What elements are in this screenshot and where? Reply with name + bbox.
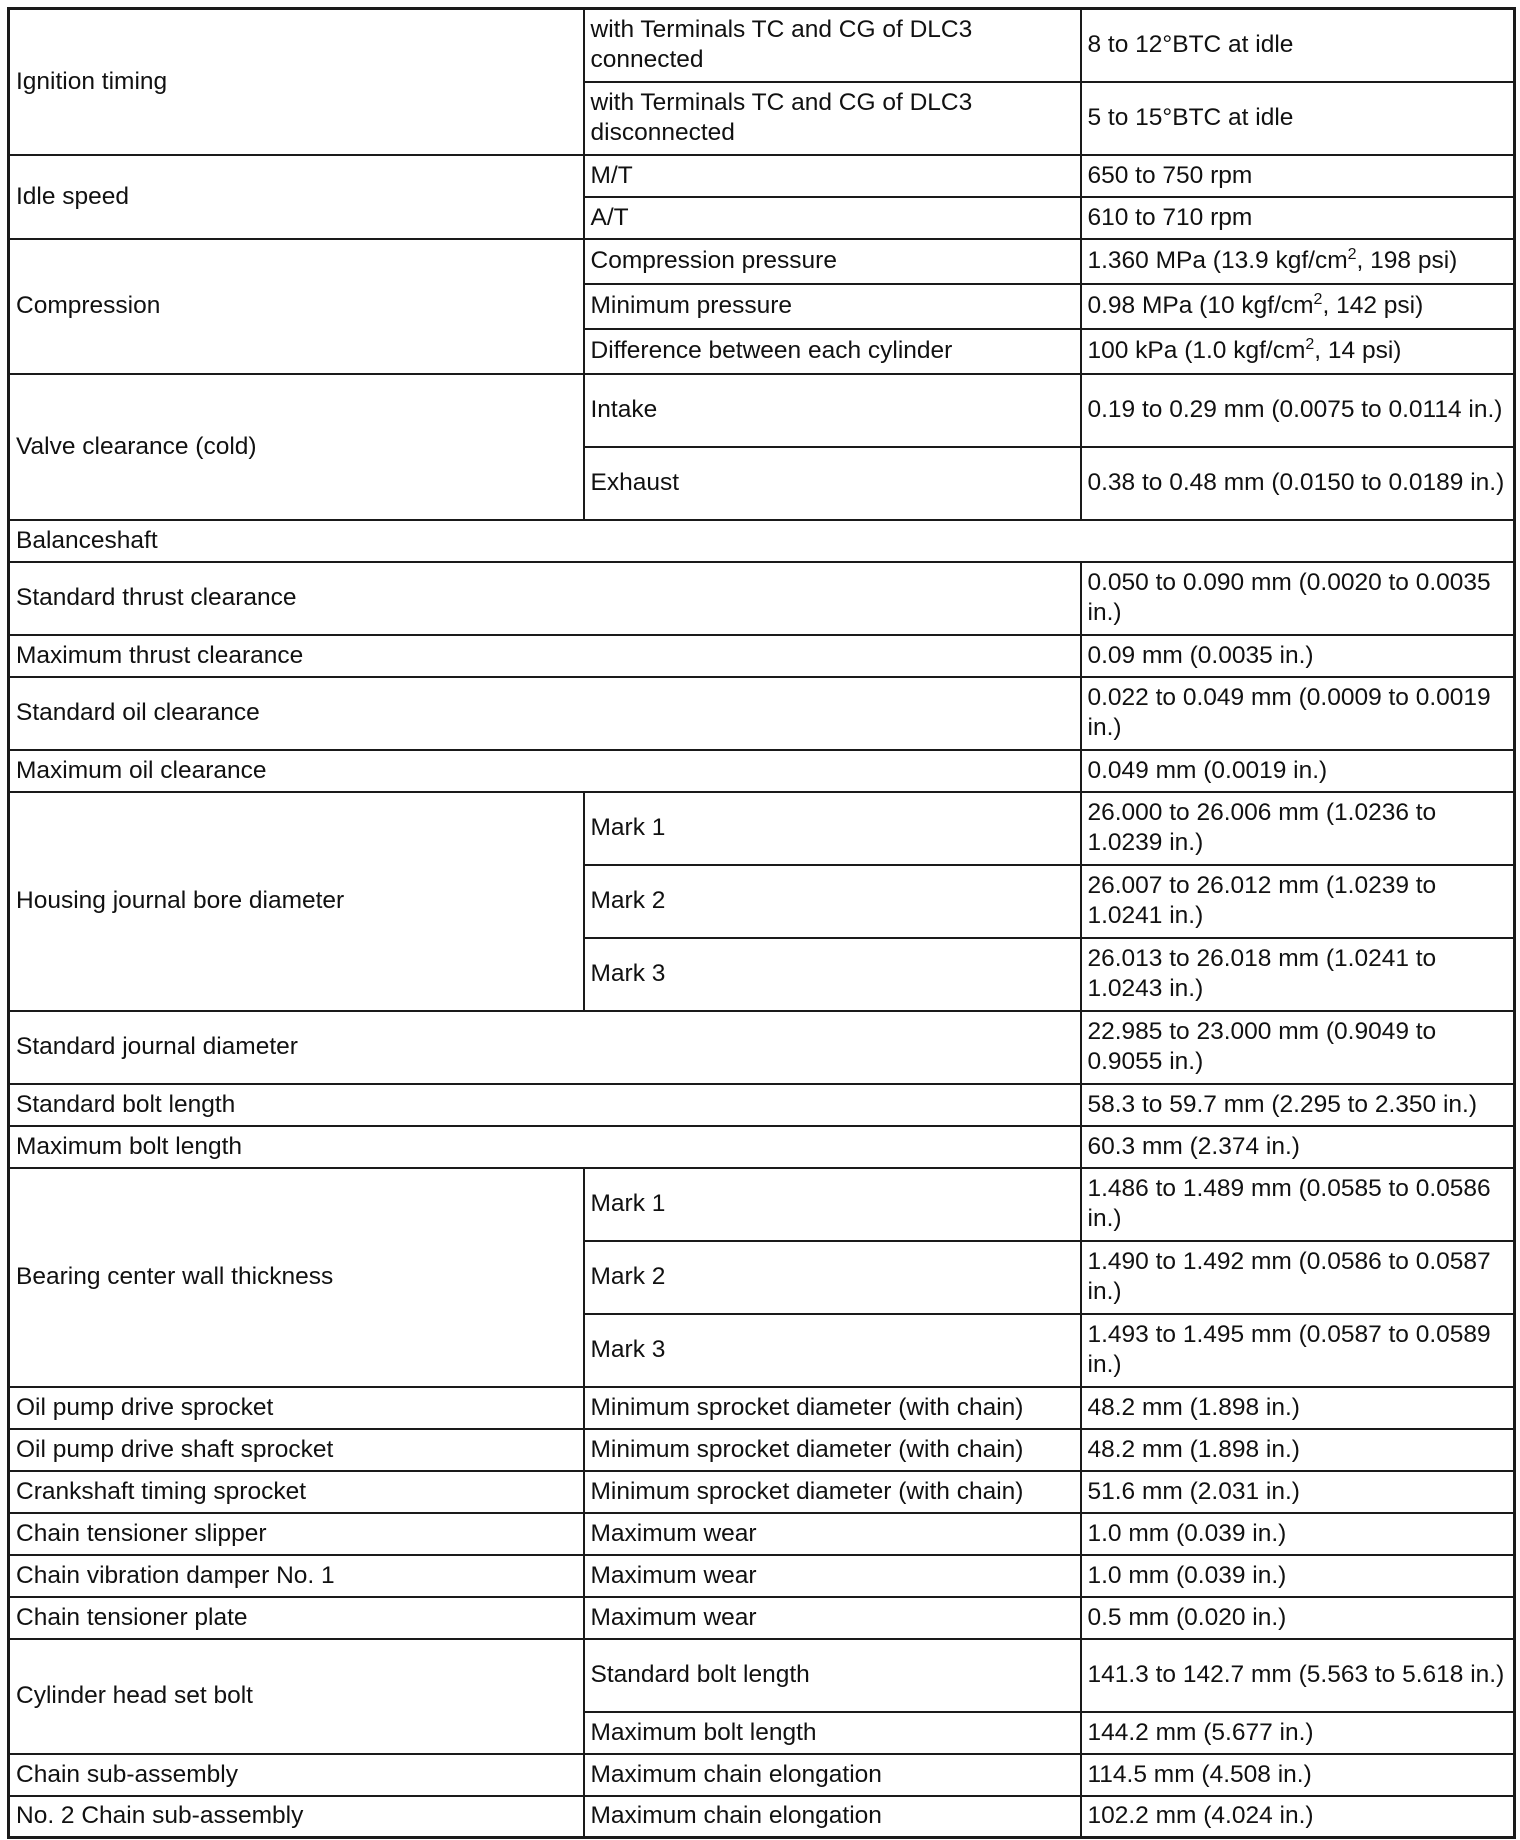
item-cell: Chain tensioner plate: [9, 1597, 584, 1639]
condition-cell: Maximum chain elongation: [584, 1754, 1081, 1796]
value-cell: 1.493 to 1.495 mm (0.0587 to 0.0589 in.): [1081, 1314, 1515, 1387]
table-row: [9, 635, 1515, 677]
value-cell: 650 to 750 rpm: [1081, 155, 1515, 197]
table-row: [9, 750, 1515, 792]
superscript: 2: [1313, 290, 1323, 308]
value-cell: 114.5 mm (4.508 in.): [1081, 1754, 1515, 1796]
table-row: [9, 1754, 1515, 1796]
condition-cell: Compression pressure: [584, 239, 1081, 284]
value-cell: [1081, 329, 1515, 374]
condition-cell: Minimum sprocket diameter (with chain): [584, 1471, 1081, 1513]
item-cell: Standard bolt length: [9, 1084, 1081, 1126]
item-cell: Compression: [9, 239, 584, 374]
section-heading-row: [9, 520, 1515, 562]
table-row: [9, 677, 1515, 750]
table-row: [9, 1429, 1515, 1471]
value-text: , 198 psi): [1356, 247, 1458, 274]
value-text: , 14 psi): [1314, 337, 1402, 364]
table-row: [9, 1168, 1515, 1241]
value-cell: 51.6 mm (2.031 in.): [1081, 1471, 1515, 1513]
table-row: [9, 1011, 1515, 1084]
condition-cell: Difference between each cylinder: [584, 329, 1081, 374]
condition-cell: Mark 1: [584, 1168, 1081, 1241]
table-row: [9, 1126, 1515, 1168]
superscript: 2: [1347, 245, 1357, 263]
table-row: [9, 1639, 1515, 1712]
superscript: 2: [1305, 335, 1315, 353]
table-row: [9, 1555, 1515, 1597]
value-cell: 141.3 to 142.7 mm (5.563 to 5.618 in.): [1081, 1639, 1515, 1712]
condition-cell: Mark 2: [584, 865, 1081, 938]
value-cell: 1.486 to 1.489 mm (0.0585 to 0.0586 in.): [1081, 1168, 1515, 1241]
value-cell: 0.049 mm (0.0019 in.): [1081, 750, 1515, 792]
condition-cell: with Terminals TC and CG of DLC3 connected: [584, 9, 1081, 82]
table-row: [9, 1084, 1515, 1126]
condition-cell: Intake: [584, 374, 1081, 447]
item-cell: Oil pump drive shaft sprocket: [9, 1429, 584, 1471]
item-cell: Maximum bolt length: [9, 1126, 1081, 1168]
table-row: [9, 374, 1515, 447]
condition-cell: Maximum bolt length: [584, 1712, 1081, 1754]
condition-cell: Mark 1: [584, 792, 1081, 865]
value-cell: 144.2 mm (5.677 in.): [1081, 1712, 1515, 1754]
item-cell: Oil pump drive sprocket: [9, 1387, 584, 1429]
condition-cell: Mark 3: [584, 938, 1081, 1011]
item-cell: Chain vibration damper No. 1: [9, 1555, 584, 1597]
condition-cell: A/T: [584, 197, 1081, 239]
value-cell: [1081, 239, 1515, 284]
table-row: [9, 792, 1515, 865]
condition-cell: Mark 2: [584, 1241, 1081, 1314]
value-text: , 142 psi): [1322, 292, 1424, 319]
value-text: 100 kPa (1.0 kgf/cm: [1087, 337, 1306, 364]
table-row: [9, 1796, 1515, 1838]
value-cell: 1.0 mm (0.039 in.): [1081, 1513, 1515, 1555]
condition-cell: Minimum sprocket diameter (with chain): [584, 1387, 1081, 1429]
item-cell: Chain sub-assembly: [9, 1754, 584, 1796]
condition-cell: Exhaust: [584, 447, 1081, 520]
item-cell: Chain tensioner slipper: [9, 1513, 584, 1555]
value-cell: 48.2 mm (1.898 in.): [1081, 1387, 1515, 1429]
value-cell: 0.09 mm (0.0035 in.): [1081, 635, 1515, 677]
value-text: 0.98 MPa (10 kgf/cm: [1087, 292, 1314, 319]
value-cell: 26.000 to 26.006 mm (1.0236 to 1.0239 in.): [1081, 792, 1515, 865]
item-cell: Ignition timing: [9, 9, 584, 155]
condition-cell: Maximum wear: [584, 1555, 1081, 1597]
value-cell: 60.3 mm (2.374 in.): [1081, 1126, 1515, 1168]
item-cell: Idle speed: [9, 155, 584, 239]
condition-cell: Standard bolt length: [584, 1639, 1081, 1712]
condition-cell: Minimum pressure: [584, 284, 1081, 329]
value-cell: 5 to 15°BTC at idle: [1081, 82, 1515, 155]
value-cell: 0.022 to 0.049 mm (0.0009 to 0.0019 in.): [1081, 677, 1515, 750]
item-cell: Valve clearance (cold): [9, 374, 584, 520]
condition-cell: Mark 3: [584, 1314, 1081, 1387]
condition-cell: Maximum wear: [584, 1597, 1081, 1639]
table-row: [9, 155, 1515, 197]
condition-cell: M/T: [584, 155, 1081, 197]
table-row: [9, 1387, 1515, 1429]
item-cell: No. 2 Chain sub-assembly: [9, 1796, 584, 1838]
specification-table: [7, 7, 1516, 1839]
item-cell: Crankshaft timing sprocket: [9, 1471, 584, 1513]
table-row: [9, 9, 1515, 82]
item-cell: Standard oil clearance: [9, 677, 1081, 750]
value-cell: 0.19 to 0.29 mm (0.0075 to 0.0114 in.): [1081, 374, 1515, 447]
item-cell: Housing journal bore diameter: [9, 792, 584, 1011]
value-cell: 0.050 to 0.090 mm (0.0020 to 0.0035 in.): [1081, 562, 1515, 635]
value-cell: 58.3 to 59.7 mm (2.295 to 2.350 in.): [1081, 1084, 1515, 1126]
condition-cell: Maximum chain elongation: [584, 1796, 1081, 1838]
item-cell: Cylinder head set bolt: [9, 1639, 584, 1754]
value-cell: 48.2 mm (1.898 in.): [1081, 1429, 1515, 1471]
table-row: [9, 1597, 1515, 1639]
value-cell: 1.490 to 1.492 mm (0.0586 to 0.0587 in.): [1081, 1241, 1515, 1314]
condition-cell: Minimum sprocket diameter (with chain): [584, 1429, 1081, 1471]
value-cell: 0.5 mm (0.020 in.): [1081, 1597, 1515, 1639]
item-cell: Standard thrust clearance: [9, 562, 1081, 635]
value-cell: 26.013 to 26.018 mm (1.0241 to 1.0243 in.): [1081, 938, 1515, 1011]
table-row: [9, 562, 1515, 635]
condition-cell: Maximum wear: [584, 1513, 1081, 1555]
table-row: [9, 1513, 1515, 1555]
value-cell: 26.007 to 26.012 mm (1.0239 to 1.0241 in.): [1081, 865, 1515, 938]
value-cell: [1081, 284, 1515, 329]
value-cell: 1.0 mm (0.039 in.): [1081, 1555, 1515, 1597]
value-cell: 610 to 710 rpm: [1081, 197, 1515, 239]
item-cell: Standard journal diameter: [9, 1011, 1081, 1084]
value-text: 1.360 MPa (13.9 kgf/cm: [1087, 247, 1348, 274]
item-cell: Bearing center wall thickness: [9, 1168, 584, 1387]
item-cell: Maximum thrust clearance: [9, 635, 1081, 677]
value-cell: 8 to 12°BTC at idle: [1081, 9, 1515, 82]
table-row: [9, 239, 1515, 284]
item-cell: Maximum oil clearance: [9, 750, 1081, 792]
value-cell: 22.985 to 23.000 mm (0.9049 to 0.9055 in.): [1081, 1011, 1515, 1084]
condition-cell: with Terminals TC and CG of DLC3 disconnected: [584, 82, 1081, 155]
table-row: [9, 1471, 1515, 1513]
value-cell: 102.2 mm (4.024 in.): [1081, 1796, 1515, 1838]
value-cell: 0.38 to 0.48 mm (0.0150 to 0.0189 in.): [1081, 447, 1515, 520]
section-heading: Balanceshaft: [9, 520, 1515, 562]
